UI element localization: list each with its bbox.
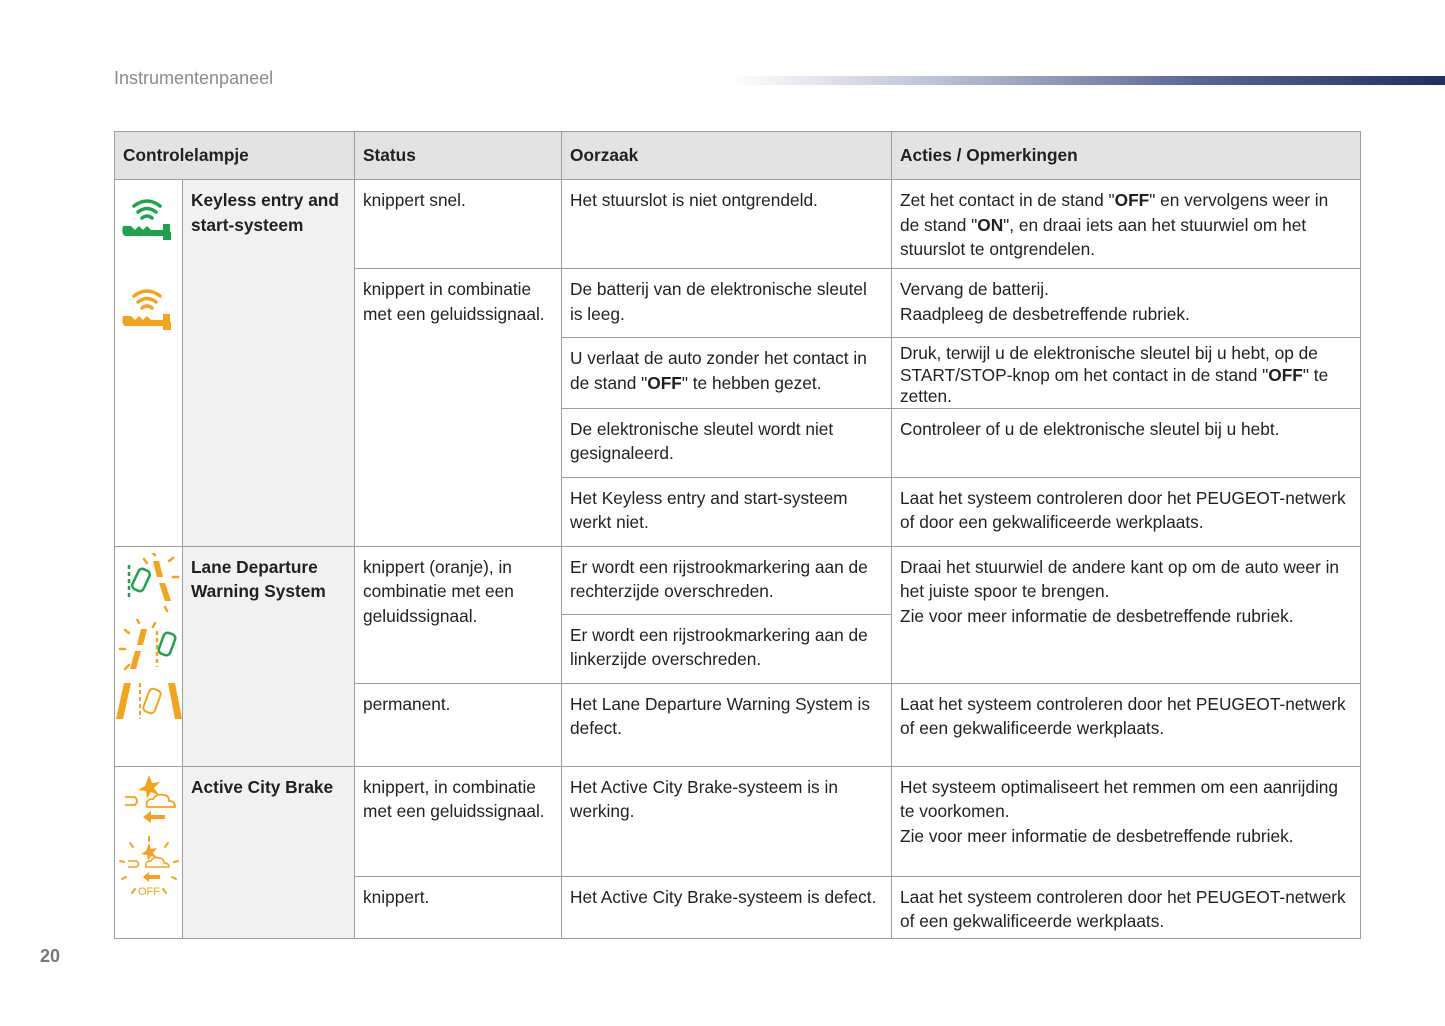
- action-cell: Draai het stuurwiel de andere kant op om de auto weer in het juiste spoor te brengen. Zie voor meer informatie de desbetreffende rubriek.: [892, 546, 1361, 683]
- cause-cell: Er wordt een rijstrookmarkering aan de rechterzijde overschreden.: [562, 546, 892, 614]
- keyless-green-icon: [119, 192, 179, 252]
- status-cell: knippert, in combinatie met een geluidssignaal.: [355, 766, 562, 876]
- bold-text: OFF: [647, 372, 682, 393]
- text: ", en draai iets aan het stuurwiel om het stuurslot te ontgrendelen.: [900, 214, 1307, 259]
- action-cell: Het systeem optimaliseert het remmen om een aanrijding te voorkomen. Zie voor meer informatie de desbetreffende rubriek.: [892, 766, 1361, 876]
- col-header: Controlelampje: [115, 132, 355, 180]
- header-gradient-bar: [730, 76, 1445, 85]
- col-header: Oorzaak: [562, 132, 892, 180]
- keyless-orange-icon: [119, 282, 179, 342]
- ldws-icons: [115, 546, 183, 766]
- cause-cell: Het stuurslot is niet ontgrendeld.: [562, 180, 892, 269]
- status-cell: permanent.: [355, 683, 562, 766]
- lane-departure-right-icon: [117, 553, 181, 613]
- cause-cell: De batterij van de elektronische sleutel is leeg.: [562, 269, 892, 338]
- lane-departure-left-icon: [117, 619, 181, 679]
- bold-text: ON: [977, 214, 1004, 235]
- col-header: Acties / Opmerkingen: [892, 132, 1361, 180]
- action-cell: Laat het systeem controleren door het PEUGEOT-netwerk of door een gekwalificeerde werkplaats.: [892, 477, 1361, 546]
- text: " te zetten.: [900, 364, 1329, 406]
- bold-text: OFF: [1268, 364, 1303, 385]
- table-row: [115, 546, 1361, 614]
- status-cell: knippert (oranje), in combinatie met een geluidssignaal.: [355, 546, 562, 683]
- text: " te hebben gezet.: [681, 372, 822, 393]
- cause-cell: Er wordt een rijstrookmarkering aan de linkerzijde overschreden.: [562, 614, 892, 683]
- action-cell: Vervang de batterij. Raadpleeg de desbetreffende rubriek.: [892, 269, 1361, 338]
- text: " en vervolgens weer in de stand ": [900, 190, 1329, 235]
- cause-cell: Het Lane Departure Warning System is defect.: [562, 683, 892, 766]
- cause-cell: [562, 338, 892, 409]
- acb-name: Active City Brake: [183, 766, 355, 938]
- table-row: [115, 766, 1361, 876]
- action-cell: Laat het systeem controleren door het PEUGEOT-netwerk of een gekwalificeerde werkplaats.: [892, 683, 1361, 766]
- cause-cell: Het Active City Brake-systeem is defect.: [562, 876, 892, 938]
- cause-cell: Het Active City Brake-systeem is in werking.: [562, 766, 892, 876]
- action-cell: [892, 180, 1361, 269]
- col-header: Status: [355, 132, 562, 180]
- text: Druk, terwijl u de elektronische sleutel bij u hebt, op de START/STOP-knop om het contact in de stand ": [900, 343, 1318, 385]
- lane-departure-fault-icon: [116, 683, 182, 723]
- action-cell: Laat het systeem controleren door het PEUGEOT-netwerk of een gekwalificeerde werkplaats.: [892, 876, 1361, 938]
- section-title: Instrumentenpaneel: [114, 68, 274, 88]
- cause-cell: De elektronische sleutel wordt niet gesignaleerd.: [562, 408, 892, 477]
- warning-lights-table: [114, 131, 1361, 939]
- status-cell: knippert in combinatie met een geluidssignaal.: [355, 269, 562, 547]
- action-cell: Controleer of u de elektronische sleutel bij u hebt.: [892, 408, 1361, 477]
- acb-icons: [115, 766, 183, 938]
- ldws-name: Lane Departure Warning System: [183, 546, 355, 766]
- text: Zet het contact in de stand ": [900, 190, 1115, 210]
- bold-text: OFF: [1114, 190, 1150, 210]
- text: U verlaat de auto zonder het contact in de stand ": [570, 348, 867, 393]
- cause-cell: Het Keyless entry and start-systeem werkt niet.: [562, 477, 892, 546]
- active-city-brake-off-icon: [116, 835, 182, 901]
- status-cell: knippert.: [355, 876, 562, 938]
- status-cell: knippert snel.: [355, 180, 562, 269]
- keyless-icons: [115, 180, 183, 547]
- off-label: OFF: [137, 885, 160, 898]
- page-number: 20: [40, 946, 61, 966]
- active-city-brake-icon: [119, 773, 179, 825]
- action-cell: [892, 338, 1361, 409]
- keyless-name: Keyless entry and start-systeem: [183, 180, 355, 547]
- table-header-row: [115, 132, 1361, 180]
- table-row: [115, 180, 1361, 269]
